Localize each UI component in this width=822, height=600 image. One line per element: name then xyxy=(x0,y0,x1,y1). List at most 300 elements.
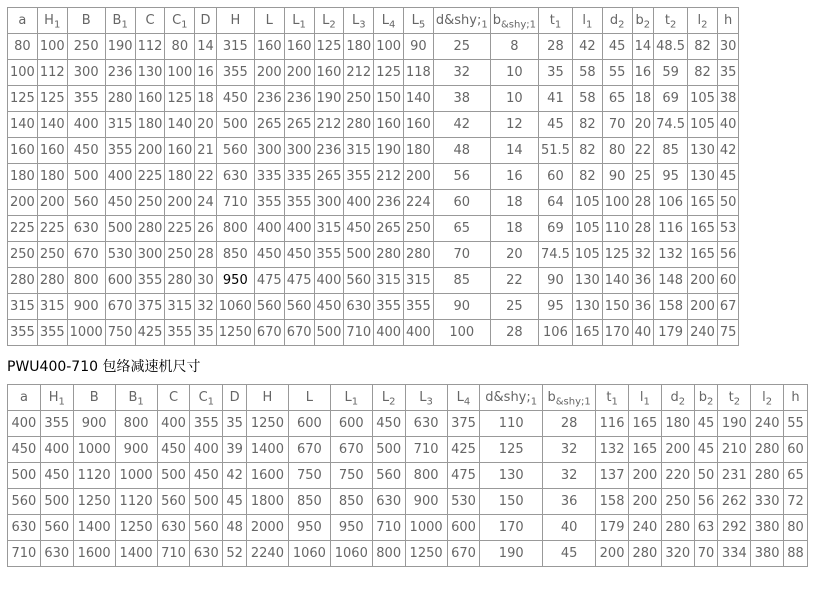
table-cell: 236 xyxy=(374,190,404,216)
table-cell: 315 xyxy=(374,268,404,294)
table-cell: 300 xyxy=(284,138,314,164)
table-cell: 70 xyxy=(602,112,632,138)
table-cell: 75 xyxy=(717,320,739,346)
table-cell: 160 xyxy=(8,138,38,164)
table-cell: 140 xyxy=(8,112,38,138)
table-cell: 600 xyxy=(447,515,480,541)
table-cell: 36 xyxy=(632,268,654,294)
section-title: PWU400-710 包络减速机尺寸 xyxy=(7,359,201,375)
table-cell: 315 xyxy=(344,138,374,164)
table-cell: 140 xyxy=(602,268,632,294)
table-cell: 112 xyxy=(135,34,165,60)
table-cell: 355 xyxy=(135,268,165,294)
table-cell: 100 xyxy=(37,34,67,60)
table-cell: 82 xyxy=(572,138,602,164)
table-cell: 116 xyxy=(596,411,629,437)
table-cell: 70 xyxy=(694,541,718,567)
table-cell: 265 xyxy=(254,112,284,138)
table-cell: 52 xyxy=(223,541,247,567)
table-row xyxy=(8,138,739,164)
table-cell: 475 xyxy=(254,268,284,294)
table-cell: 180 xyxy=(165,164,195,190)
table-cell: 74.5 xyxy=(538,242,572,268)
table-cell: 21 xyxy=(195,138,217,164)
table-cell: 28 xyxy=(632,190,654,216)
table-cell: 560 xyxy=(157,489,190,515)
column-header: $d_2$ xyxy=(661,385,694,411)
table-cell: 25 xyxy=(490,294,538,320)
table-cell: 400 xyxy=(8,411,41,437)
table-cell: 265 xyxy=(284,112,314,138)
table-cell: 69 xyxy=(654,86,688,112)
table-cell: 670 xyxy=(330,437,372,463)
table-cell: 116 xyxy=(654,216,688,242)
table-cell: 58 xyxy=(572,60,602,86)
table-cell: 45 xyxy=(694,411,718,437)
column-header: $l_2$ xyxy=(751,385,784,411)
table-cell: 530 xyxy=(447,489,480,515)
table-cell: 236 xyxy=(284,86,314,112)
table-cell: 45 xyxy=(602,34,632,60)
table-cell: 630 xyxy=(8,515,41,541)
table-cell: 500 xyxy=(67,164,105,190)
table-cell: 450 xyxy=(67,138,105,164)
column-header: C xyxy=(135,8,165,34)
table-cell: 670 xyxy=(447,541,480,567)
table-cell: 710 xyxy=(405,437,447,463)
table-cell: 1120 xyxy=(73,463,115,489)
table-cell: 475 xyxy=(447,463,480,489)
table-cell: 180 xyxy=(135,112,165,138)
table-cell: 125 xyxy=(165,86,195,112)
table-cell: 72 xyxy=(784,489,808,515)
table-cell: 36 xyxy=(543,489,596,515)
table-cell: 225 xyxy=(135,164,165,190)
table-cell: 30 xyxy=(195,268,217,294)
table-cell: 200 xyxy=(596,541,629,567)
table-cell: 190 xyxy=(480,541,543,567)
table-cell: 315 xyxy=(37,294,67,320)
table-cell: 250 xyxy=(165,242,195,268)
table-cell: 65 xyxy=(784,463,808,489)
table-cell: 130 xyxy=(572,294,602,320)
table-cell: 355 xyxy=(216,60,254,86)
table-cell: 150 xyxy=(602,294,632,320)
table-cell: 55 xyxy=(784,411,808,437)
table-cell: 800 xyxy=(405,463,447,489)
column-header: $L_1$ xyxy=(284,8,314,34)
table-cell: 355 xyxy=(8,320,38,346)
table-row xyxy=(8,268,739,294)
table-cell: 500 xyxy=(157,463,190,489)
table-cell: 14 xyxy=(195,34,217,60)
table-cell: 40 xyxy=(632,320,654,346)
table-cell: 106 xyxy=(538,320,572,346)
table-cell: 236 xyxy=(314,138,344,164)
table-cell: 212 xyxy=(314,112,344,138)
table-cell: 28 xyxy=(195,242,217,268)
table-row xyxy=(8,515,808,541)
table-cell: 100 xyxy=(602,190,632,216)
table-cell: 900 xyxy=(73,411,115,437)
table-cell: 160 xyxy=(404,112,434,138)
table-cell: 35 xyxy=(717,60,739,86)
table-cell: 1400 xyxy=(246,437,288,463)
table-cell: 450 xyxy=(372,411,405,437)
table-cell: 300 xyxy=(67,60,105,86)
table-cell: 500 xyxy=(216,112,254,138)
table-cell: 280 xyxy=(751,437,784,463)
table-cell: 22 xyxy=(490,268,538,294)
table-cell: 14 xyxy=(490,138,538,164)
table-cell: 560 xyxy=(67,190,105,216)
table-cell: 450 xyxy=(40,463,73,489)
table-cell: 179 xyxy=(654,320,688,346)
table-cell: 125 xyxy=(602,242,632,268)
table-cell: 105 xyxy=(572,242,602,268)
table-cell: 630 xyxy=(67,216,105,242)
table-cell: 850 xyxy=(330,489,372,515)
table-cell: 42 xyxy=(572,34,602,60)
table-cell: 32 xyxy=(195,294,217,320)
table-cell: 190 xyxy=(718,411,751,437)
table-cell: 375 xyxy=(135,294,165,320)
column-header: $L_4$ xyxy=(374,8,404,34)
table-cell: 36 xyxy=(632,294,654,320)
table-cell: 280 xyxy=(629,541,662,567)
table-cell: 355 xyxy=(67,86,105,112)
table-cell: 42 xyxy=(717,138,739,164)
table-cell: 560 xyxy=(284,294,314,320)
table-cell: 670 xyxy=(105,294,135,320)
table-cell: 10 xyxy=(490,60,538,86)
table-cell: 400 xyxy=(40,437,73,463)
table-cell: 630 xyxy=(157,515,190,541)
table-cell: 600 xyxy=(330,411,372,437)
table-cell: 900 xyxy=(67,294,105,320)
dimension-table-2 xyxy=(7,384,808,567)
table-cell: 48 xyxy=(433,138,490,164)
table-cell: 8 xyxy=(490,34,538,60)
table-cell: 800 xyxy=(216,216,254,242)
table-cell: 190 xyxy=(105,34,135,60)
column-header: $d\&shy;_1$ xyxy=(480,385,543,411)
table-cell: 280 xyxy=(374,242,404,268)
table-row xyxy=(8,216,739,242)
table-cell: 69 xyxy=(538,216,572,242)
table-row xyxy=(8,60,739,86)
table-cell: 280 xyxy=(404,242,434,268)
table-row xyxy=(8,411,808,437)
table-cell: 179 xyxy=(596,515,629,541)
table-cell: 630 xyxy=(405,411,447,437)
table-cell: 355 xyxy=(284,190,314,216)
column-header: $L_3$ xyxy=(405,385,447,411)
table-cell: 22 xyxy=(632,138,654,164)
table-cell: 170 xyxy=(602,320,632,346)
table-row xyxy=(8,489,808,515)
table-cell: 32 xyxy=(632,242,654,268)
table-cell: 56 xyxy=(717,242,739,268)
table-cell: 240 xyxy=(751,411,784,437)
table-cell: 45 xyxy=(538,112,572,138)
column-header: h xyxy=(784,385,808,411)
table-cell: 265 xyxy=(374,216,404,242)
table-cell: 148 xyxy=(654,268,688,294)
table-cell: 315 xyxy=(165,294,195,320)
table-cell: 280 xyxy=(105,86,135,112)
table-cell: 400 xyxy=(344,190,374,216)
table-cell: 100 xyxy=(8,60,38,86)
table-cell: 1600 xyxy=(73,541,115,567)
header-row xyxy=(8,8,739,34)
table-cell: 74.5 xyxy=(654,112,688,138)
table-cell: 200 xyxy=(688,294,718,320)
table-cell: 48.5 xyxy=(654,34,688,60)
table-cell: 1400 xyxy=(73,515,115,541)
table-cell: 158 xyxy=(596,489,629,515)
table-cell: 150 xyxy=(374,86,404,112)
table-row xyxy=(8,34,739,60)
column-header: $t_2$ xyxy=(654,8,688,34)
table-cell: 130 xyxy=(572,268,602,294)
table-cell: 16 xyxy=(195,60,217,86)
table-cell: 224 xyxy=(404,190,434,216)
table-cell: 70 xyxy=(433,242,490,268)
table-cell: 950 xyxy=(288,515,330,541)
table-cell: 48 xyxy=(223,515,247,541)
table-cell: 1060 xyxy=(288,541,330,567)
table-cell: 137 xyxy=(596,463,629,489)
column-header: $C_1$ xyxy=(190,385,223,411)
table-cell: 165 xyxy=(629,411,662,437)
table-cell: 900 xyxy=(405,489,447,515)
table-cell: 280 xyxy=(8,268,38,294)
table-cell: 450 xyxy=(8,437,41,463)
table-cell: 500 xyxy=(40,489,73,515)
table-cell: 130 xyxy=(688,164,718,190)
table-cell: 41 xyxy=(538,86,572,112)
table-cell: 200 xyxy=(661,437,694,463)
table-cell: 64 xyxy=(538,190,572,216)
table-cell: 180 xyxy=(404,138,434,164)
table-cell: 500 xyxy=(105,216,135,242)
column-header: $L_4$ xyxy=(447,385,480,411)
table-cell: 28 xyxy=(632,216,654,242)
table-cell: 210 xyxy=(718,437,751,463)
table-cell: 1600 xyxy=(246,463,288,489)
table-cell: 355 xyxy=(404,294,434,320)
column-header: $b_2$ xyxy=(632,8,654,34)
table-cell: 262 xyxy=(718,489,751,515)
table-cell: 59 xyxy=(654,60,688,86)
table-cell: 1250 xyxy=(115,515,157,541)
table-cell: 750 xyxy=(105,320,135,346)
table-cell: 330 xyxy=(751,489,784,515)
table-cell: 67 xyxy=(717,294,739,320)
table-cell: 450 xyxy=(190,463,223,489)
table-cell: 56 xyxy=(694,489,718,515)
table-cell: 160 xyxy=(165,138,195,164)
column-header: $L_5$ xyxy=(404,8,434,34)
table-cell: 670 xyxy=(284,320,314,346)
table-cell: 180 xyxy=(8,164,38,190)
table-cell: 105 xyxy=(572,190,602,216)
table-cell: 1000 xyxy=(115,463,157,489)
table-cell: 375 xyxy=(447,411,480,437)
table-cell: 280 xyxy=(751,463,784,489)
table-cell: 425 xyxy=(447,437,480,463)
column-header: D xyxy=(223,385,247,411)
table-cell: 1250 xyxy=(246,411,288,437)
table-cell: 400 xyxy=(374,320,404,346)
table-cell: 225 xyxy=(8,216,38,242)
table-cell: 112 xyxy=(37,60,67,86)
table-cell: 28 xyxy=(490,320,538,346)
table-cell: 500 xyxy=(190,489,223,515)
column-header: $t_1$ xyxy=(538,8,572,34)
table-cell: 45 xyxy=(223,489,247,515)
table-cell: 165 xyxy=(688,190,718,216)
table-cell: 40 xyxy=(543,515,596,541)
table-cell: 32 xyxy=(433,60,490,86)
table-cell: 670 xyxy=(288,437,330,463)
table-cell: 132 xyxy=(596,437,629,463)
table-cell: 200 xyxy=(165,190,195,216)
table-cell: 130 xyxy=(480,463,543,489)
table-cell: 130 xyxy=(688,138,718,164)
table-cell: 450 xyxy=(157,437,190,463)
column-header: a xyxy=(8,385,41,411)
column-header: $l_1$ xyxy=(629,385,662,411)
table-cell: 250 xyxy=(135,190,165,216)
column-header: D xyxy=(195,8,217,34)
table-cell: 560 xyxy=(8,489,41,515)
table-cell: 400 xyxy=(105,164,135,190)
table-cell: 125 xyxy=(8,86,38,112)
table-cell: 950 xyxy=(330,515,372,541)
table-cell: 710 xyxy=(8,541,41,567)
table-cell: 292 xyxy=(718,515,751,541)
table-cell: 25 xyxy=(433,34,490,60)
table-cell: 65 xyxy=(433,216,490,242)
table-cell: 850 xyxy=(288,489,330,515)
table-cell: 60 xyxy=(717,268,739,294)
table-cell: 265 xyxy=(314,164,344,190)
table-cell: 180 xyxy=(344,34,374,60)
table-cell: 51.5 xyxy=(538,138,572,164)
table-cell: 315 xyxy=(8,294,38,320)
table-cell: 200 xyxy=(135,138,165,164)
column-header: H xyxy=(216,8,254,34)
table-cell: 53 xyxy=(717,216,739,242)
table-cell: 560 xyxy=(372,463,405,489)
column-header: $t_1$ xyxy=(596,385,629,411)
table-cell: 425 xyxy=(135,320,165,346)
table-cell: 25 xyxy=(632,164,654,190)
table-cell: 100 xyxy=(165,60,195,86)
table-cell: 200 xyxy=(284,60,314,86)
table-cell: 20 xyxy=(632,112,654,138)
table-cell: 630 xyxy=(344,294,374,320)
table-cell: 200 xyxy=(8,190,38,216)
table-cell: 240 xyxy=(629,515,662,541)
table-cell: 85 xyxy=(433,268,490,294)
table-row xyxy=(8,242,739,268)
table-cell: 355 xyxy=(40,411,73,437)
table-row xyxy=(8,320,739,346)
table-cell: 180 xyxy=(37,164,67,190)
table-cell: 58 xyxy=(572,86,602,112)
table-cell: 125 xyxy=(37,86,67,112)
table-cell: 450 xyxy=(105,190,135,216)
column-header: $H_1$ xyxy=(40,385,73,411)
table-cell: 165 xyxy=(688,242,718,268)
table-cell: 670 xyxy=(67,242,105,268)
table-cell: 800 xyxy=(115,411,157,437)
table-cell: 160 xyxy=(284,34,314,60)
column-header: $b_{\&shy;1}$ xyxy=(543,385,596,411)
table-cell: 500 xyxy=(314,320,344,346)
table-cell: 630 xyxy=(190,541,223,567)
table-cell: 1120 xyxy=(115,489,157,515)
table-cell: 355 xyxy=(190,411,223,437)
table-cell: 710 xyxy=(157,541,190,567)
table-cell: 2240 xyxy=(246,541,288,567)
table-cell: 63 xyxy=(694,515,718,541)
table-cell: 1000 xyxy=(67,320,105,346)
table-cell: 600 xyxy=(288,411,330,437)
table-cell: 560 xyxy=(344,268,374,294)
table-cell: 500 xyxy=(372,437,405,463)
table-cell: 82 xyxy=(688,34,718,60)
table-cell: 56 xyxy=(433,164,490,190)
column-header: $d\&shy;_1$ xyxy=(433,8,490,34)
table-cell: 105 xyxy=(572,216,602,242)
table-cell: 158 xyxy=(654,294,688,320)
table-cell: 250 xyxy=(661,489,694,515)
table-cell: 22 xyxy=(195,164,217,190)
table-cell: 160 xyxy=(254,34,284,60)
table-row xyxy=(8,190,739,216)
table-cell: 82 xyxy=(572,164,602,190)
table-cell: 800 xyxy=(67,268,105,294)
table-cell: 334 xyxy=(718,541,751,567)
table-cell: 35 xyxy=(195,320,217,346)
table-cell: 12 xyxy=(490,112,538,138)
table-cell: 18 xyxy=(490,190,538,216)
table-cell: 42 xyxy=(223,463,247,489)
column-header: $L_1$ xyxy=(330,385,372,411)
table-cell: 630 xyxy=(40,541,73,567)
table-cell: 250 xyxy=(37,242,67,268)
table-cell: 125 xyxy=(314,34,344,60)
table-cell: 225 xyxy=(165,216,195,242)
table-cell: 231 xyxy=(718,463,751,489)
table-cell: 90 xyxy=(602,164,632,190)
table-row xyxy=(8,164,739,190)
table-cell: 45 xyxy=(543,541,596,567)
table-cell: 42 xyxy=(433,112,490,138)
column-header: C xyxy=(157,385,190,411)
table-cell: 24 xyxy=(195,190,217,216)
table-cell: 38 xyxy=(433,86,490,112)
table-cell: 280 xyxy=(344,112,374,138)
table-cell: 1250 xyxy=(216,320,254,346)
table-cell: 140 xyxy=(404,86,434,112)
column-header: $L_3$ xyxy=(344,8,374,34)
table-cell: 950 xyxy=(216,268,254,294)
